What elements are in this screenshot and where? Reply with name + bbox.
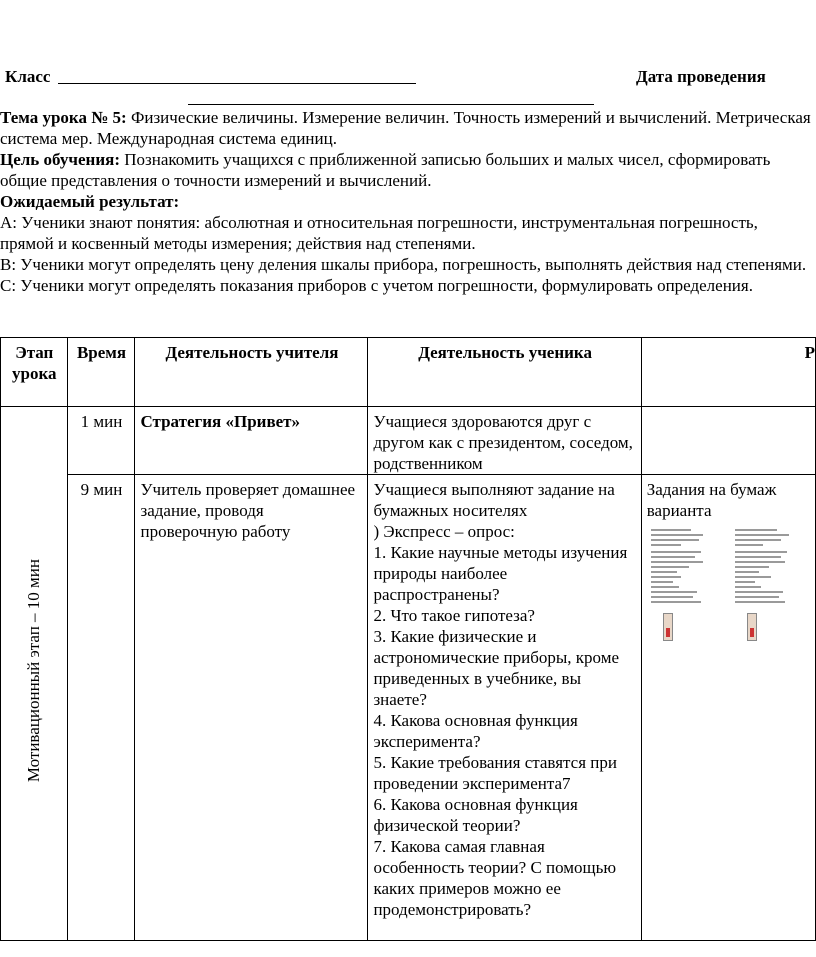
question-item: 2. Что такое гипотеза? (373, 606, 535, 625)
question-item: 3. Какие физические и астрономические приборы, кроме приведенных в учебнике, вы знаете? (373, 627, 620, 709)
student-activity-cell: Учащиеся здороваются друг с другом как с президентом, соседом, родственником (368, 407, 641, 475)
date-underline (188, 104, 594, 105)
header-time: Время (67, 338, 135, 407)
lesson-plan-table (0, 337, 816, 941)
header-resources: Р (641, 338, 815, 407)
worksheet-thumbnail-image (647, 527, 709, 639)
student-activity-cell (368, 475, 641, 941)
question-item: 5. Какие требования ставятся при проведении эксперимента7 (373, 753, 617, 793)
goal-text: Познакомить учащихся с приближенной записью больших и малых чисел, сформировать общие представления о точности измерений и вычислений. (0, 150, 771, 190)
express-quiz-label: ) Экспресс – опрос: (373, 522, 515, 541)
expected-result-a: А: Ученики знают понятия: абсолютная и относительная погрешности, инструментальная погрешность, прямой и косвенный методы измерения; действия над степенями. (0, 213, 758, 253)
goal-paragraph (0, 149, 812, 191)
header-stage: Этап урока (1, 338, 68, 407)
resources-text: Задания на бумаж варианта (646, 480, 777, 520)
stage-cell (1, 407, 68, 941)
header-student-activity: Деятельность ученика (368, 338, 641, 407)
table-row (1, 475, 816, 941)
worksheet-thumbnails (647, 527, 811, 639)
goal-label: Цель обучения: (0, 150, 120, 169)
lesson-info (0, 107, 812, 296)
date-label: Дата проведения (636, 67, 766, 86)
table-header-row (1, 338, 816, 407)
student-intro: Учащиеся выполняют задание на бумажных носителях (373, 480, 615, 520)
time-cell: 1 мин (67, 407, 135, 475)
question-item: 7. Какова самая главная особенность теории? С помощью каких примеров можно ее продемонстрировать? (373, 837, 617, 919)
resources-cell (641, 407, 815, 475)
worksheet-thumbnail-image (731, 527, 793, 639)
question-item: 6. Какова основная функция физической теории? (373, 795, 578, 835)
class-underline (58, 83, 416, 84)
topic-text: Физические величины. Измерение величин. Точность измерений и вычислений. Метрическая система мер. Международная система единиц. (0, 108, 811, 148)
stage-label: Мотивационный этап – 10 мин (24, 559, 44, 783)
question-item: 1. Какие научные методы изучения природы наиболее распространены? (373, 543, 628, 604)
topic-paragraph (0, 107, 812, 149)
table-row (1, 407, 816, 475)
expected-result-b: В: Ученики могут определять цену деления шкалы прибора, погрешность, выполнять действия над степенями. (0, 255, 807, 274)
question-item: 4. Какова основная функция эксперимента? (373, 711, 578, 751)
class-label: Класс (5, 67, 51, 86)
teacher-activity-cell: Стратегия «Привет» (135, 407, 368, 475)
header-teacher-activity: Деятельность учителя (135, 338, 368, 407)
topic-label: Тема урока № 5: (0, 108, 127, 127)
expected-result-c: С: Ученики могут определять показания приборов с учетом погрешности, формулировать определения. (0, 276, 753, 295)
teacher-activity-cell: Учитель проверяет домашнее задание, проводя проверочную работу (135, 475, 368, 941)
resources-cell (641, 475, 815, 941)
time-cell: 9 мин (67, 475, 135, 941)
expected-result-label: Ожидаемый результат: (0, 192, 180, 211)
